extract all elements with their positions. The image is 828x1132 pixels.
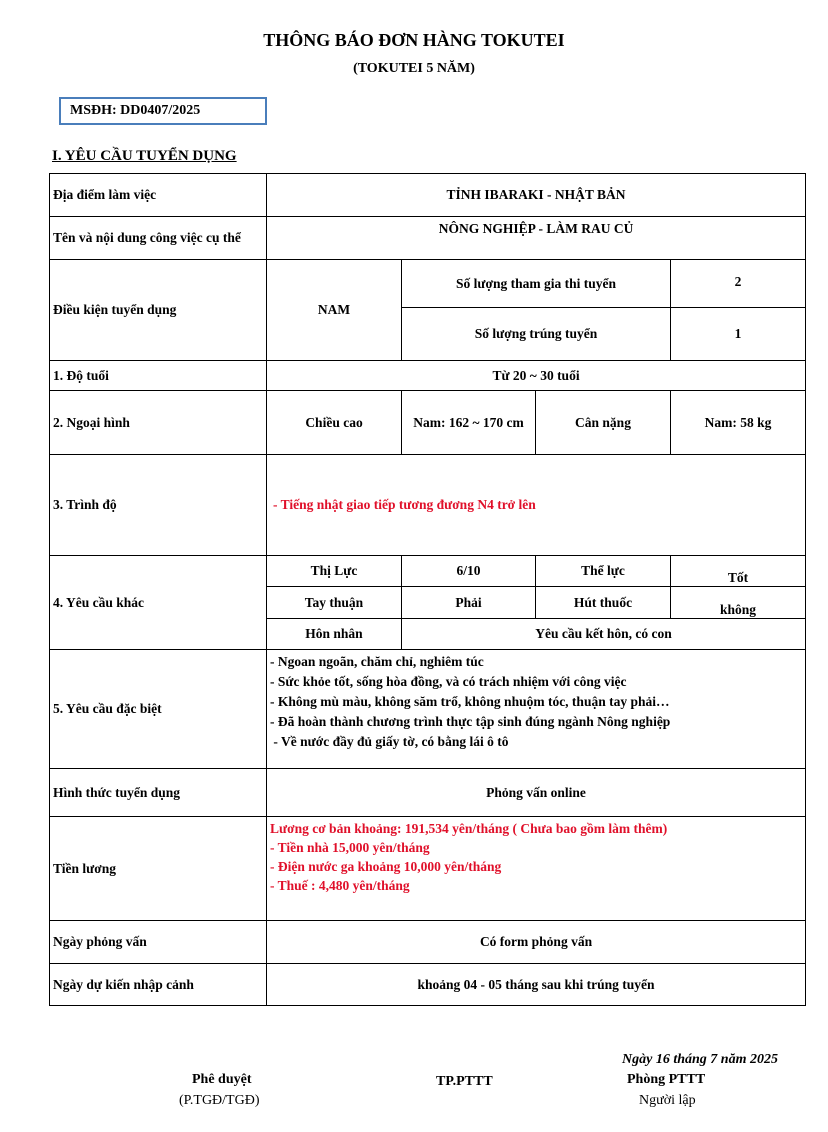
row-entry-date [50, 964, 806, 1006]
salary-line: - Thuế : 4,480 yên/tháng [270, 878, 410, 893]
document-subtitle: (TOKUTEI 5 NĂM) [353, 61, 475, 76]
recruit-form-value: Phỏng vấn online [267, 769, 806, 817]
row-age [50, 361, 806, 391]
salary-line: - Điện nước ga khoảng 10,000 yên/tháng [270, 859, 502, 874]
special-line: - Không mù màu, không săm trổ, không nhuộm tóc, thuận tay phải… [270, 694, 670, 709]
row-location [50, 174, 806, 217]
exam-count-value: 2 [671, 260, 806, 308]
salary-line: - Tiền nhà 15,000 yên/tháng [270, 840, 430, 855]
weight-value: Nam: 58 kg [671, 391, 806, 455]
vision-value: 6/10 [402, 556, 536, 587]
age-value: Từ 20 ~ 30 tuổi [267, 361, 806, 391]
row-job [50, 217, 806, 260]
row-education [50, 455, 806, 556]
height-label: Chiều cao [267, 391, 402, 455]
interview-date-value: Có form phỏng vấn [267, 921, 806, 964]
exam-count-label: Số lượng tham gia thi tuyển [402, 260, 671, 308]
salary-label: Tiền lương [50, 817, 267, 921]
entry-date-label: Ngày dự kiến nhập cảnh [50, 964, 267, 1006]
fitness-value: Tốt [671, 556, 806, 587]
entry-date-value: khoảng 04 - 05 tháng sau khi trúng tuyển [267, 964, 806, 1006]
special-label: 5. Yêu cầu đặc biệt [50, 650, 267, 769]
recruit-form-label: Hình thức tuyển dụng [50, 769, 267, 817]
special-line: - Ngoan ngoãn, chăm chỉ, nghiêm túc [270, 654, 484, 669]
special-line: - Sức khỏe tốt, sống hòa đồng, và có trách nhiệm với công việc [270, 674, 627, 689]
height-value: Nam: 162 ~ 170 cm [402, 391, 536, 455]
location-value: TỈNH IBARAKI - NHẬT BẢN [267, 174, 806, 217]
special-line: - Đã hoàn thành chương trình thực tập sinh đúng ngành Nông nghiệp [270, 714, 671, 729]
document-title: THÔNG BÁO ĐƠN HÀNG TOKUTEI [263, 30, 565, 50]
pass-count-label: Số lượng trúng tuyển [402, 308, 671, 361]
education-value: - Tiếng nhật giao tiếp tương đương N4 trở lên [267, 455, 806, 556]
row-recruit-form [50, 769, 806, 817]
job-value: NÔNG NGHIỆP - LÀM RAU CỦ [267, 217, 806, 260]
department-title: Phòng PTTT [627, 1072, 706, 1087]
interview-date-label: Ngày phỏng vấn [50, 921, 267, 964]
tp-pttt-title: TP.PTTT [436, 1074, 493, 1089]
order-code-box: MSĐH: DD0407/2025 [59, 97, 267, 125]
row-salary [50, 817, 806, 921]
special-requirements [267, 650, 806, 769]
section-heading: I. YÊU CẦU TUYỂN DỤNG [52, 148, 237, 164]
age-label: 1. Độ tuổi [50, 361, 267, 391]
salary-details [267, 817, 806, 921]
condition-label: Điều kiện tuyển dụng [50, 260, 267, 361]
signing-date: Ngày 16 tháng 7 năm 2025 [622, 1052, 778, 1067]
row-appearance [50, 391, 806, 455]
job-label: Tên và nội dung công việc cụ thể [50, 217, 267, 260]
marriage-value: Yêu cầu kết hôn, có con [402, 619, 806, 650]
gender-value: NAM [267, 260, 402, 361]
recruitment-table [49, 173, 806, 1006]
other-label: 4. Yêu cầu khác [50, 556, 267, 650]
row-interview-date [50, 921, 806, 964]
hand-value: Phải [402, 587, 536, 619]
approve-subtitle: (P.TGĐ/TGĐ) [179, 1093, 260, 1108]
smoking-value: không [671, 587, 806, 619]
row-other-1 [50, 556, 806, 587]
hand-label: Tay thuận [267, 587, 402, 619]
smoking-label: Hút thuốc [536, 587, 671, 619]
pass-count-value: 1 [671, 308, 806, 361]
marriage-label: Hôn nhân [267, 619, 402, 650]
salary-line: Lương cơ bản khoảng: 191,534 yên/tháng ( Chưa bao gồm làm thêm) [270, 821, 668, 836]
weight-label: Cân nặng [536, 391, 671, 455]
row-special [50, 650, 806, 769]
creator-label: Người lập [639, 1093, 696, 1108]
appearance-label: 2. Ngoại hình [50, 391, 267, 455]
row-condition-1 [50, 260, 806, 308]
approve-title: Phê duyệt [192, 1072, 252, 1087]
fitness-label: Thể lực [536, 556, 671, 587]
education-label: 3. Trình độ [50, 455, 267, 556]
special-line: - Về nước đầy đủ giấy tờ, có bằng lái ô tô [270, 734, 509, 749]
location-label: Địa điểm làm việc [50, 174, 267, 217]
vision-label: Thị Lực [267, 556, 402, 587]
